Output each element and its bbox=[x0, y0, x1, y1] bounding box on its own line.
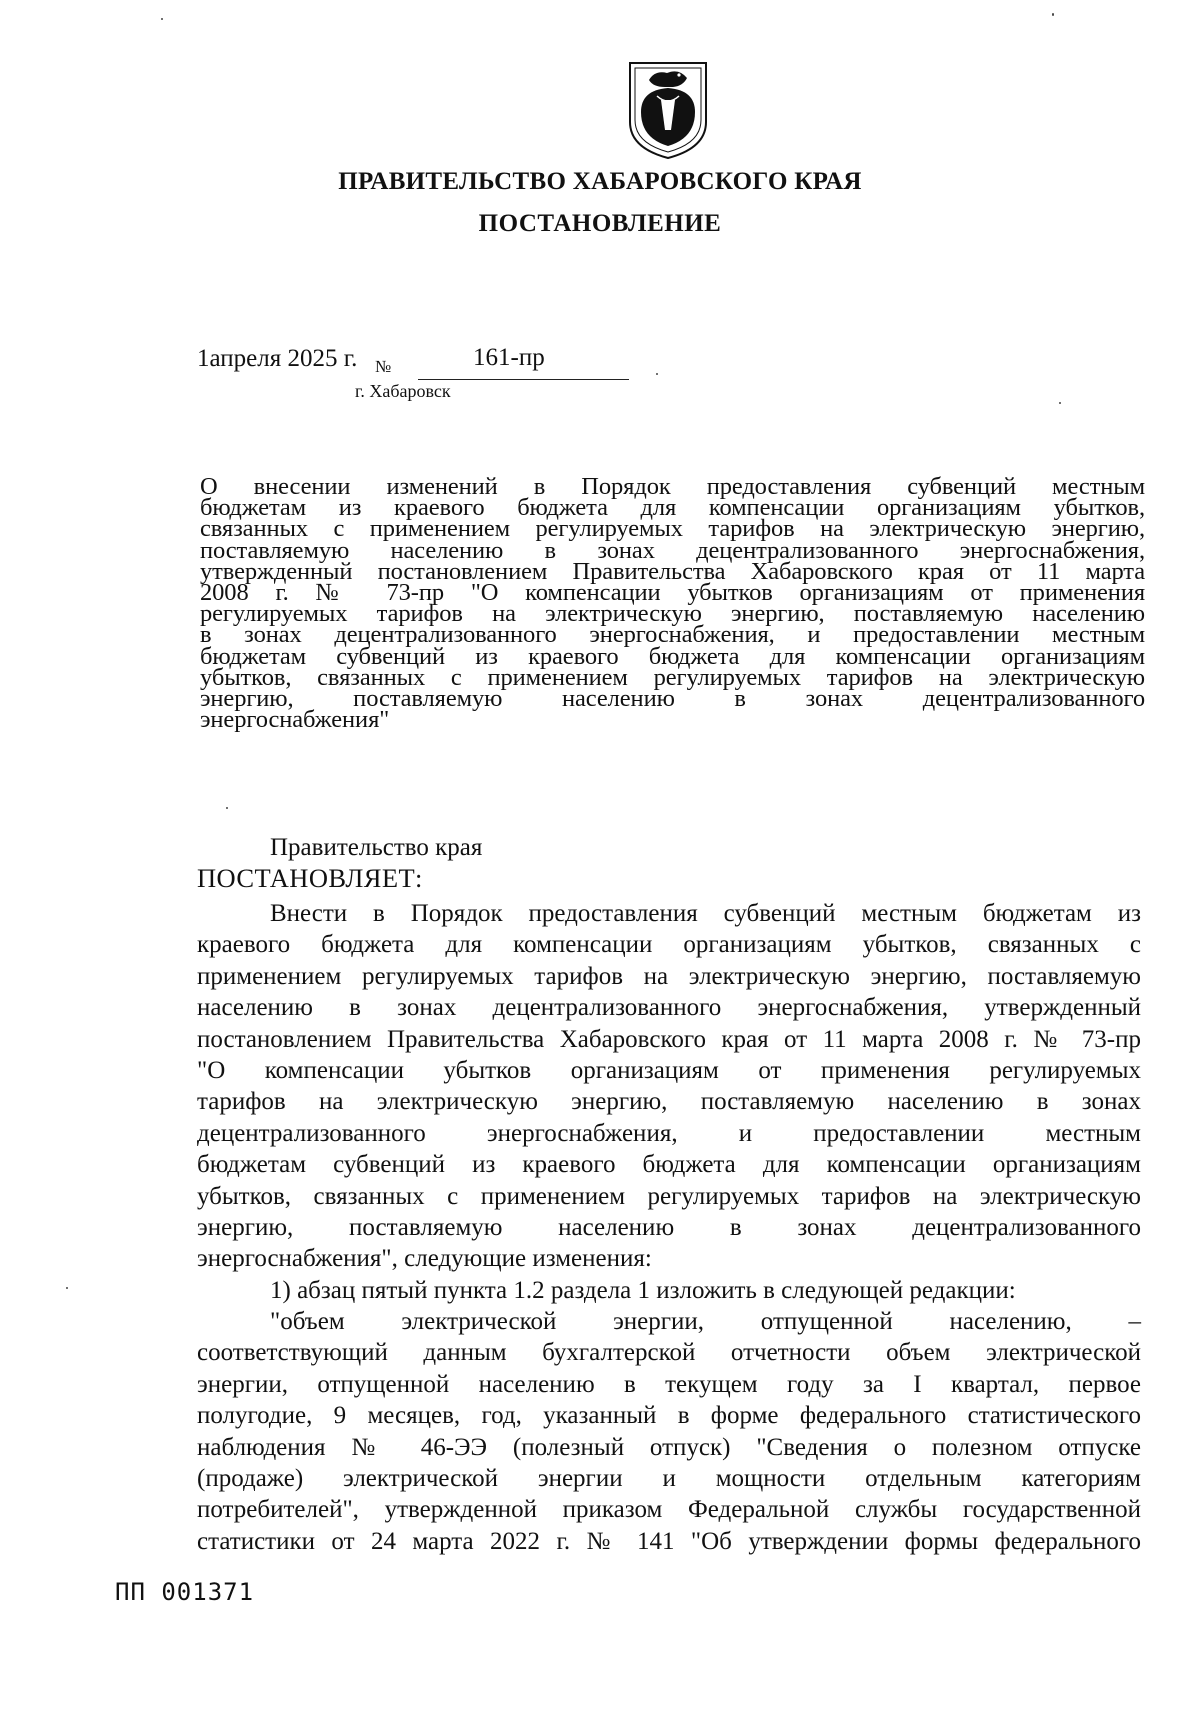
body-line: населению в зонах децентрализованного энергоснабжения, утвержденный bbox=[197, 994, 1141, 1022]
scan-speck bbox=[66, 1287, 68, 1289]
body-line: энергию, поставляемую населению в зонах децентрализованного bbox=[197, 1213, 1141, 1241]
body-line: энергии, отпущенной населению в текущем году за I квартал, первое bbox=[197, 1370, 1141, 1398]
scan-speck bbox=[1052, 13, 1054, 16]
body-line: тарифов на электрическую энергию, поставляемую населению в зонах bbox=[197, 1088, 1141, 1116]
subject-line: связанных с применением регулируемых тарифов на электрическую энергию, bbox=[200, 515, 1145, 543]
body-line: краевого бюджета для компенсации организациям убытков, связанных с bbox=[197, 931, 1141, 959]
body-line: статистики от 24 марта 2022 г. № 141 "Об утверждении формы федерального bbox=[197, 1527, 1141, 1555]
organization-title: ПРАВИТЕЛЬСТВО ХАБАРОВСКОГО КРАЯ bbox=[338, 168, 862, 195]
body-line: убытков, связанных с применением регулируемых тарифов на электрическую bbox=[197, 1182, 1141, 1210]
body-line: "объем электрической энергии, отпущенной населению, – bbox=[270, 1308, 1141, 1336]
body-line: соответствующий данным бухгалтерской отчетности объем электрической bbox=[197, 1339, 1141, 1367]
body-line: энергоснабжения", следующие изменения: bbox=[197, 1245, 652, 1273]
form-code: ПП 001371 bbox=[115, 1578, 255, 1606]
body-line: наблюдения № 46-ЭЭ (полезный отпуск) "Сведения о полезном отпуске bbox=[197, 1433, 1141, 1461]
subject-line: энергию, поставляемую населению в зонах децентрализованного bbox=[200, 684, 1145, 712]
body-line: "О компенсации убытков организациям от применения регулируемых bbox=[197, 1056, 1141, 1084]
subject-line: регулируемых тарифов на электрическую энергию, поставляемую населению bbox=[200, 600, 1145, 628]
scan-speck bbox=[226, 807, 228, 809]
subject-line: поставляемую населению в зонах децентрализованного энергоснабжения, bbox=[200, 536, 1145, 564]
body-line: Внести в Порядок предоставления субвенций местным бюджетам из bbox=[270, 900, 1141, 927]
scan-speck bbox=[1059, 402, 1061, 404]
body-line: бюджетам субвенций из краевого бюджета для компенсации организациям bbox=[197, 1151, 1141, 1179]
body-line: потребителей", утвержденной приказом Федеральной службы государственной bbox=[197, 1496, 1141, 1524]
scan-speck bbox=[161, 18, 163, 20]
subject-line: утвержденный постановлением Правительства Хабаровского края от 11 марта bbox=[200, 557, 1145, 585]
number-underline bbox=[418, 379, 629, 380]
body-line: постановлением Правительства Хабаровского края от 11 марта 2008 г. № 73-пр bbox=[197, 1025, 1141, 1053]
subject-line: убытков, связанных с применением регулируемых тарифов на электрическую bbox=[200, 663, 1145, 691]
subject-line: бюджетам субвенций из краевого бюджета для компенсации организациям bbox=[200, 642, 1145, 670]
coat-of-arms-icon bbox=[627, 60, 709, 160]
subject-line: О внесении изменений в Порядок предоставления субвенций местным bbox=[200, 473, 1145, 500]
scan-speck bbox=[656, 373, 658, 375]
subject-line: в зонах децентрализованного энергоснабжения, и предоставлении местным bbox=[200, 621, 1145, 649]
subject-line: энергоснабжения" bbox=[200, 706, 390, 734]
document-subject bbox=[200, 473, 1145, 734]
preamble-decree: ПОСТАНОВЛЯЕТ: bbox=[197, 863, 423, 893]
number-sign: № bbox=[375, 357, 392, 376]
document-type-title: ПОСТАНОВЛЕНИЕ bbox=[478, 210, 722, 237]
subject-line: бюджетам из краевого бюджета для компенсации организациям убытков, bbox=[200, 494, 1145, 522]
document-number: 161-пр bbox=[473, 344, 545, 371]
body-line: (продаже) электрической энергии и мощности отдельным категориям bbox=[197, 1465, 1141, 1493]
subject-line: 2008 г. № 73-пр "О компенсации убытков организациям от применения bbox=[200, 578, 1145, 606]
document-body bbox=[197, 898, 1141, 1557]
body-line: децентрализованного энергоснабжения, и предоставлении местным bbox=[197, 1119, 1141, 1147]
preamble-government: Правительство края bbox=[270, 834, 483, 861]
document-city: г. Хабаровск bbox=[355, 381, 451, 401]
body-line: применением регулируемых тарифов на электрическую энергию, поставляемую bbox=[197, 962, 1141, 990]
body-line: полугодие, 9 месяцев, год, указанный в форме федерального статистического bbox=[197, 1402, 1141, 1430]
body-line: 1) абзац пятый пункта 1.2 раздела 1 изложить в следующей редакции: bbox=[270, 1276, 1016, 1304]
document-date: 1апреля 2025 г. bbox=[197, 345, 358, 372]
